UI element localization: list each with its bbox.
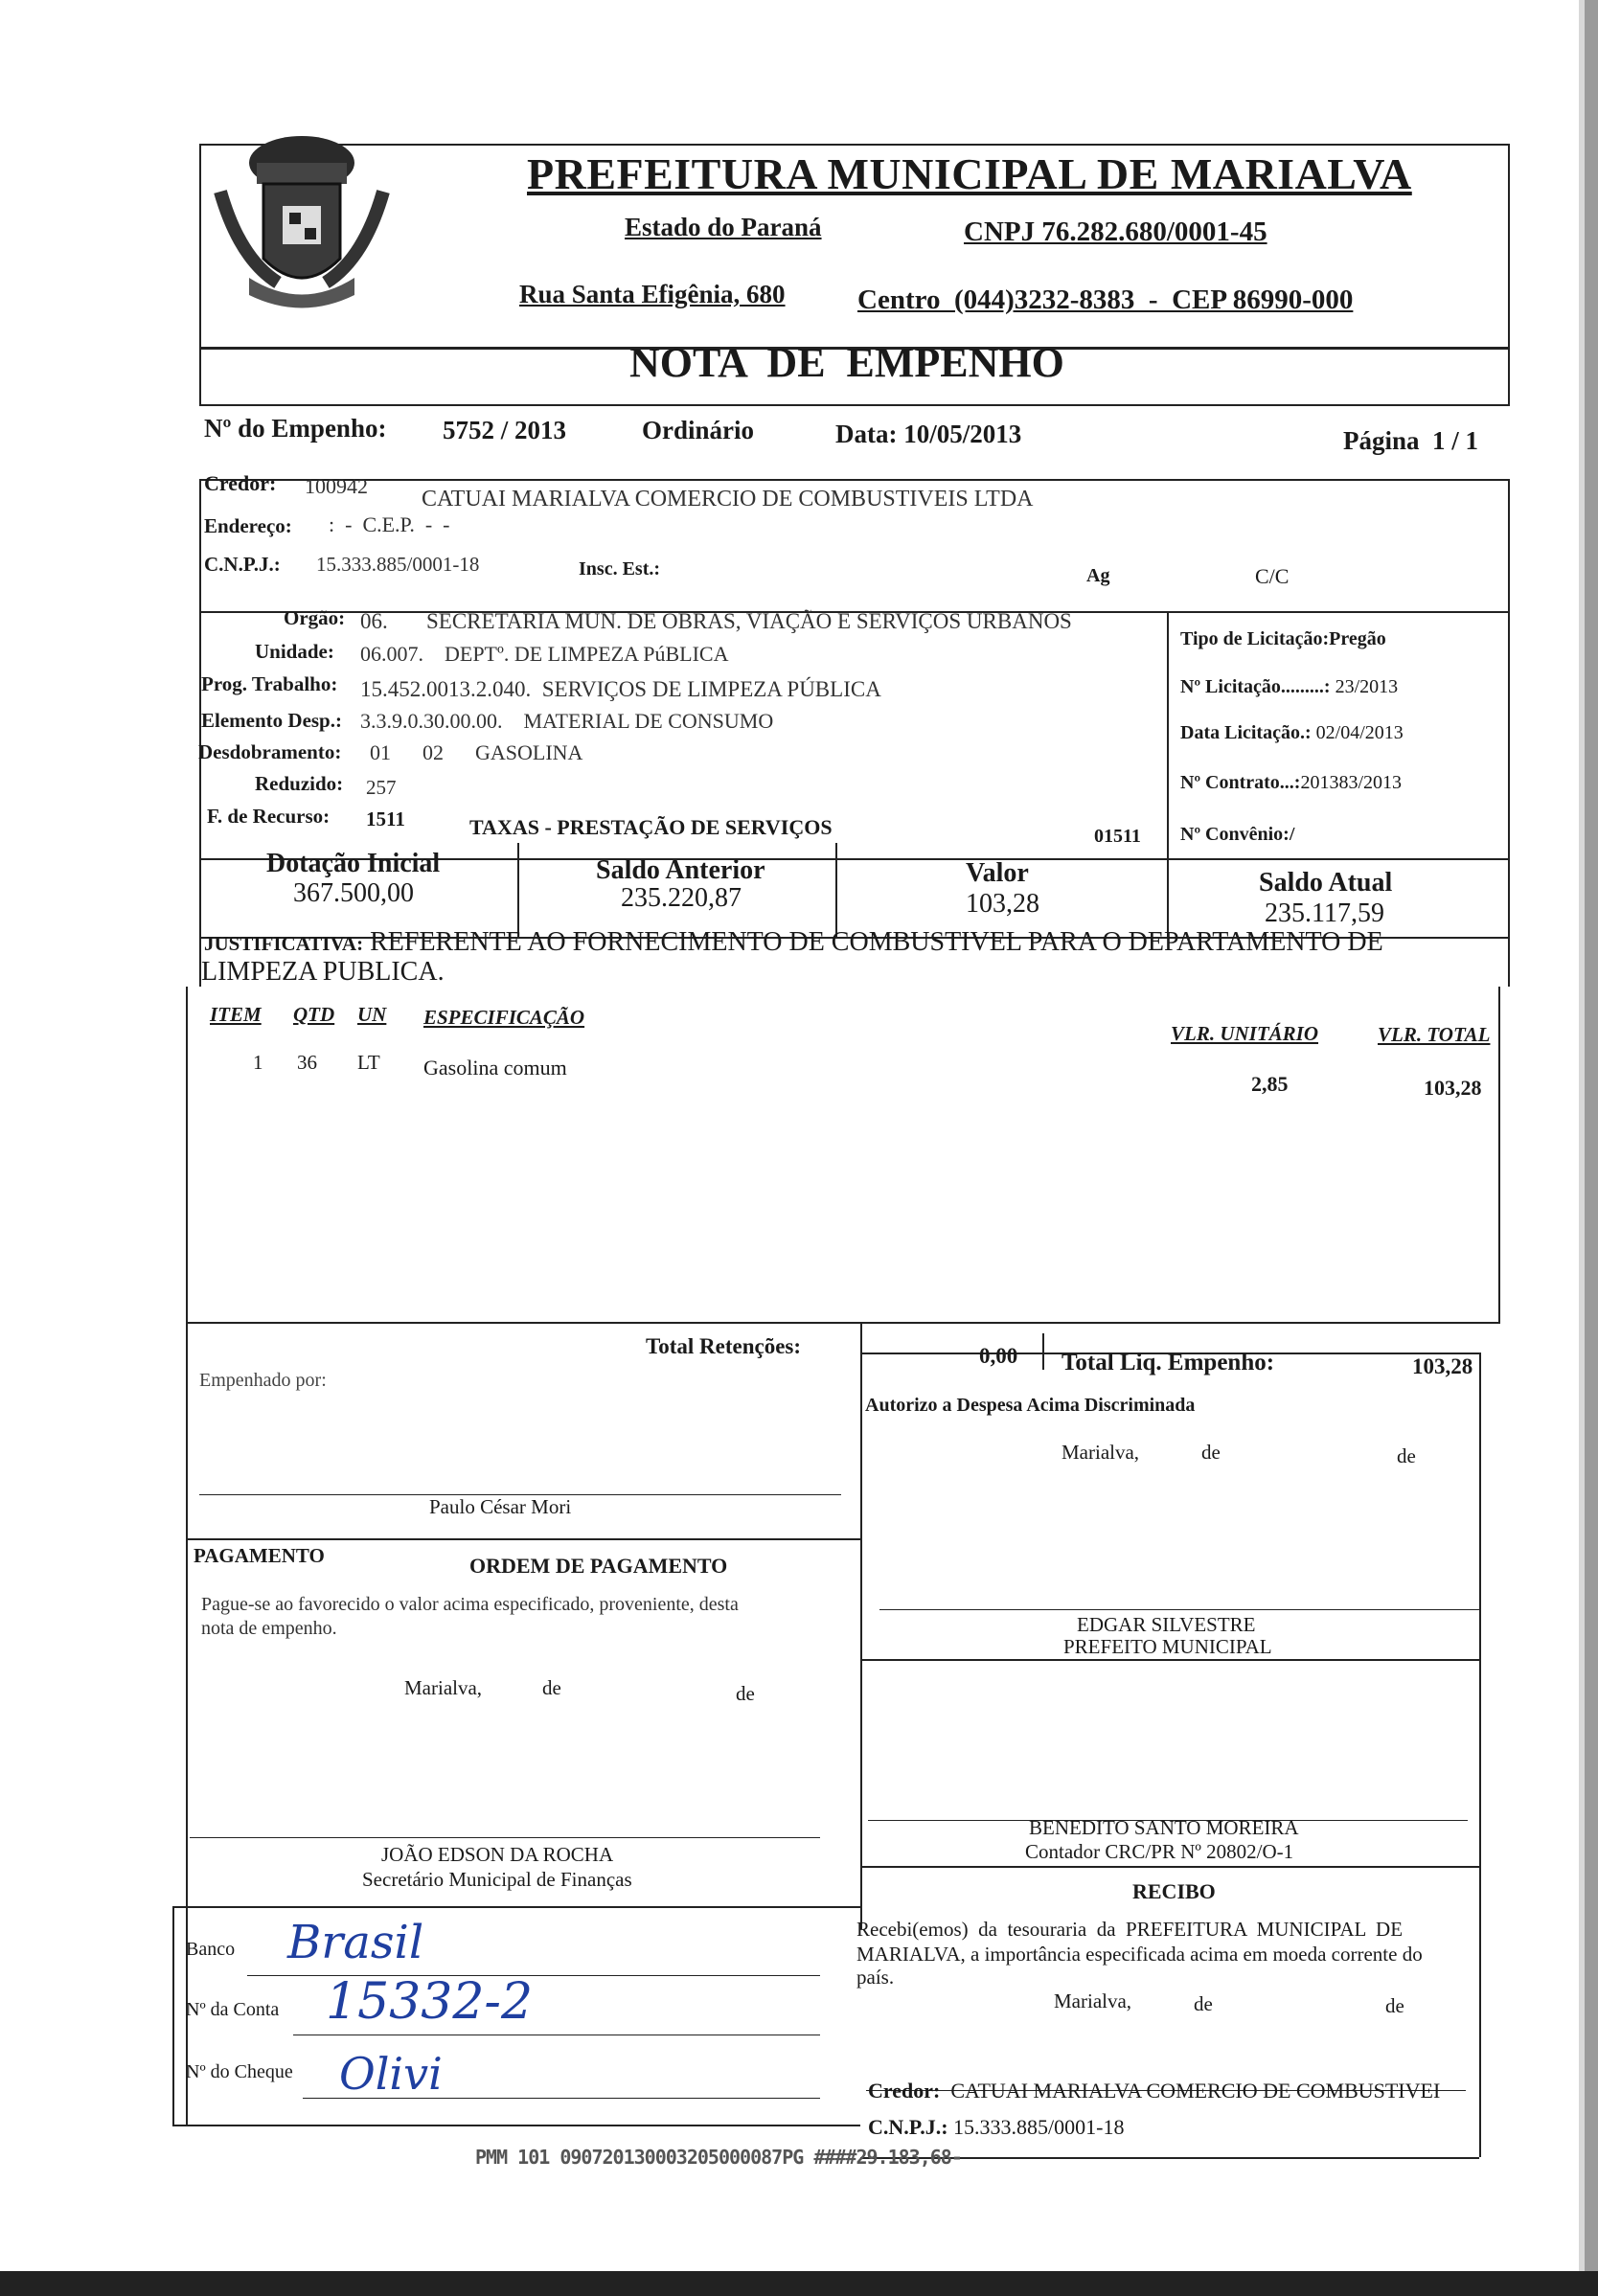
conta-handwriting: 15332-2 <box>326 1973 534 2031</box>
convenio-number: Nº Convênio:/ <box>1180 824 1295 845</box>
elemento-label: Elemento Desp.: <box>201 709 342 732</box>
col-total: VLR. TOTAL <box>1378 1023 1491 1046</box>
insc-label: Insc. Est.: <box>579 558 661 580</box>
credor-code: 100942 <box>305 474 368 498</box>
recurso-code: 1511 <box>366 807 405 830</box>
header-address: Centro (044)3232-8383 - CEP 86990-000 <box>857 284 1354 315</box>
col-item: ITEM <box>210 1003 262 1026</box>
licitacao-tipo: Tipo de Licitação:Pregão <box>1180 628 1386 649</box>
state-name: Estado do Paraná <box>625 213 822 241</box>
elemento-value: 3.3.9.0.30.00.00. MATERIAL DE CONSUMO <box>360 709 774 733</box>
autorizo-city: Marialva, <box>1062 1441 1140 1464</box>
secretario-name: JOÃO EDSON DA ROCHA <box>381 1843 614 1866</box>
contador-title: Contador CRC/PR Nº 20802/O-1 <box>1025 1840 1294 1863</box>
prog-value: 15.452.0013.2.040. SERVIÇOS DE LIMPEZA PÚBLICA <box>360 677 881 701</box>
unidade-value: 06.007. DEPTº. DE LIMPEZA PúBLICA <box>360 642 729 666</box>
reduzido-value: 257 <box>366 776 397 799</box>
retencoes-label: Total Retenções: <box>646 1334 802 1358</box>
recibo-city: Marialva, <box>1054 1989 1132 2012</box>
valor-label: Valor <box>966 858 1029 888</box>
row-total: 103,28 <box>1424 1076 1482 1100</box>
footer-stamp: PMM 101 090720130003205000087PG ####29.183,68- <box>475 2146 962 2169</box>
endereco-label: Endereço: <box>204 514 292 537</box>
autorizo-de2: de <box>1397 1444 1416 1467</box>
scan-bottom-band <box>0 2271 1598 2296</box>
recurso-desc: TAXAS - PRESTAÇÃO DE SERVIÇOS <box>469 815 833 839</box>
licitacao-number: Nº Licitação.........: 23/2013 <box>1180 676 1399 697</box>
recibo-line1: Recebi(emos) da tesouraria da PREFEITURA MUNICIPAL DE <box>856 1918 1404 1941</box>
empenho-label: Nº do Empenho: <box>204 414 387 443</box>
licitacao-date: Data Licitação.: 02/04/2013 <box>1180 722 1404 743</box>
justificativa-line1: JUSTIFICATIVA: REFERENTE AO FORNECIMENTO DE COMBUSTIVEL PARA O DEPARTAMENTO DE <box>204 927 1383 957</box>
recibo-line2: MARIALVA, a importância especificada acima em moeda corrente do <box>856 1943 1423 1966</box>
col-qtd: QTD <box>293 1003 335 1026</box>
contador-name: BENEDITO SANTO MOREIRA <box>1029 1816 1299 1839</box>
cnpj-value: 15.333.885/0001-18 <box>316 553 480 576</box>
row-qtd: 36 <box>297 1051 317 1074</box>
saldo-anterior-label: Saldo Anterior <box>596 855 765 885</box>
empenhado-label: Empenhado por: <box>199 1370 327 1391</box>
pagamento-city: Marialva, <box>404 1676 483 1699</box>
pague-line2: nota de empenho. <box>201 1618 337 1639</box>
dotacao-label: Dotação Inicial <box>266 849 441 878</box>
saldo-anterior-value: 235.220,87 <box>621 883 742 913</box>
cheque-label: Nº do Cheque <box>186 2061 293 2082</box>
prog-label: Prog. Trabalho: <box>201 672 338 695</box>
desdob-label: Desdobramento: <box>198 740 342 763</box>
row-item: 1 <box>253 1051 263 1074</box>
cheque-handwriting: Olivi <box>339 2048 443 2100</box>
cnpj-label: C.N.P.J.: <box>204 553 281 576</box>
autorizo-de1: de <box>1201 1441 1221 1464</box>
justificativa-line2: LIMPEZA PUBLICA. <box>201 957 445 987</box>
prefeito-name: EDGAR SILVESTRE <box>1077 1613 1256 1636</box>
doc-title: NOTA DE EMPENHO <box>629 339 1064 386</box>
orgao-value: 06. SECRETARIA MUN. DE OBRAS, VIAÇÃO E SERVIÇOS URBANOS <box>360 609 1072 633</box>
reduzido-label: Reduzido: <box>255 772 344 795</box>
contrato-number: Nº Contrato...:201383/2013 <box>1180 772 1403 793</box>
pagamento-label: PAGAMENTO <box>194 1544 325 1567</box>
col-unit-price: VLR. UNITÁRIO <box>1171 1022 1319 1045</box>
pagamento-de2: de <box>736 1682 755 1705</box>
retencoes-value: 0,00 <box>979 1344 1018 1368</box>
orgao-label: Orgão: <box>284 606 346 629</box>
secretario-title: Secretário Municipal de Finanças <box>362 1868 632 1891</box>
col-especificacao: ESPECIFICAÇÃO <box>423 1006 585 1029</box>
recurso-label: F. de Recurso: <box>207 805 331 828</box>
unidade-label: Unidade: <box>255 640 334 663</box>
banco-label: Banco <box>186 1939 236 1960</box>
recibo-credor: Credor: CATUAI MARIALVA COMERCIO DE COMBUSTIVEI <box>868 2079 1441 2103</box>
dotacao-value: 367.500,00 <box>293 878 414 908</box>
header-cnpj: CNPJ 76.282.680/0001-45 <box>964 216 1267 247</box>
recibo-line3: país. <box>856 1966 895 1989</box>
recurso-num: 01511 <box>1094 826 1141 847</box>
recibo-de2: de <box>1385 1994 1404 2017</box>
page-number: Página 1 / 1 <box>1343 426 1479 455</box>
prefeito-title: PREFEITO MUNICIPAL <box>1063 1635 1272 1658</box>
empenho-type: Ordinário <box>642 416 755 444</box>
header-street: Rua Santa Efigênia, 680 <box>519 280 786 308</box>
endereco-value: : - C.E.P. - - <box>329 512 450 536</box>
empenho-date: Data: 10/05/2013 <box>835 420 1022 448</box>
valor-value: 103,28 <box>966 889 1039 919</box>
credor-name: CATUAI MARIALVA COMERCIO DE COMBUSTIVEIS LTDA <box>422 487 1034 511</box>
liq-label: Total Liq. Empenho: <box>1062 1350 1275 1375</box>
row-un: LT <box>357 1051 380 1074</box>
saldo-atual-label: Saldo Atual <box>1259 868 1393 898</box>
empenho-number: 5752 / 2013 <box>443 416 567 444</box>
liq-value: 103,28 <box>1412 1354 1473 1378</box>
pague-line1: Pague-se ao favorecido o valor acima especificado, proveniente, desta <box>201 1594 739 1615</box>
autorizo-text: Autorizo a Despesa Acima Discriminada <box>865 1395 1196 1416</box>
cc-label: C/C <box>1255 564 1290 588</box>
municipality-title: PREFEITURA MUNICIPAL DE MARIALVA <box>527 149 1412 198</box>
saldo-atual-value: 235.117,59 <box>1265 898 1384 928</box>
recibo-cnpj: C.N.P.J.: 15.333.885/0001-18 <box>868 2115 1125 2139</box>
banco-handwriting: Brasil <box>287 1916 424 1969</box>
ag-label: Ag <box>1086 565 1110 586</box>
pagamento-de1: de <box>542 1676 561 1699</box>
coat-of-arms-logo <box>211 125 393 326</box>
row-espec: Gasolina comum <box>423 1056 567 1080</box>
recibo-label: RECIBO <box>1132 1879 1216 1903</box>
row-unit: 2,85 <box>1251 1072 1289 1096</box>
desdob-value: 01 02 GASOLINA <box>370 740 583 764</box>
empenhado-name: Paulo César Mori <box>429 1495 572 1518</box>
conta-label: Nº da Conta <box>186 1999 280 2020</box>
recibo-de1: de <box>1194 1992 1213 2015</box>
credor-label: Credor: <box>204 471 277 495</box>
ordem-label: ORDEM DE PAGAMENTO <box>469 1554 728 1578</box>
col-un: UN <box>357 1003 387 1026</box>
